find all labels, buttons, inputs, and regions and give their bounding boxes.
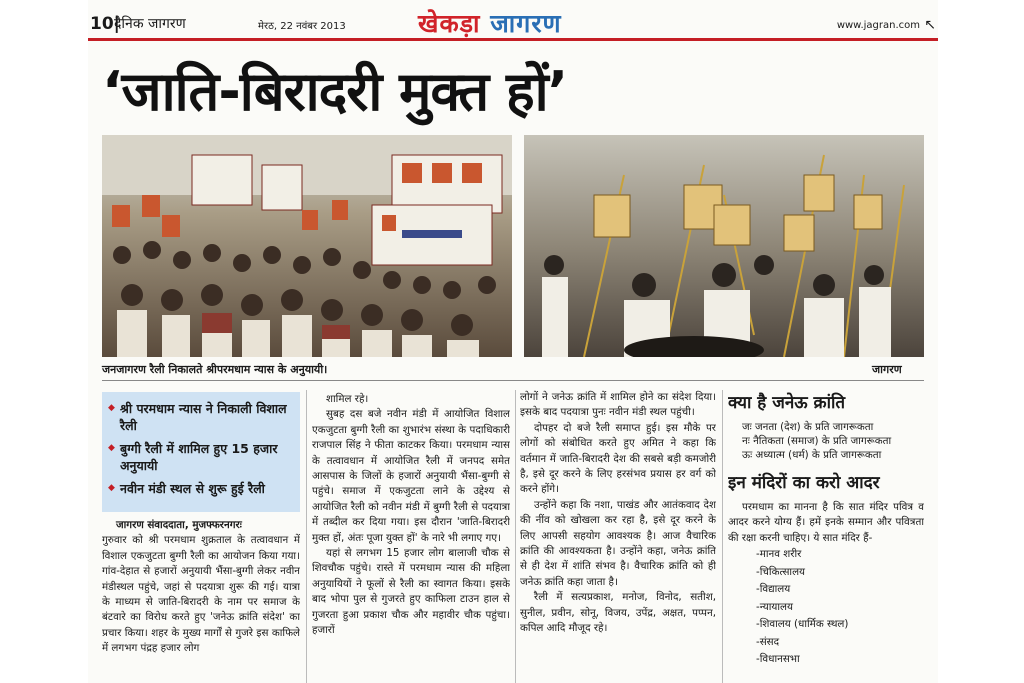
caption-rule: [102, 380, 924, 381]
temple-item: -विधानसभा: [756, 653, 800, 666]
highlights-box: [102, 392, 300, 512]
column-divider: [722, 390, 723, 683]
temple-item: -चिकित्सालय: [756, 565, 806, 578]
photo-credit: जागरण: [872, 363, 902, 376]
janeu-line: ऊः अध्यात्म (धर्म) के प्रति जागरूकता: [742, 449, 882, 461]
masthead: [418, 6, 562, 40]
masthead-red: खेकड़ा: [418, 9, 481, 38]
buggy-rally-image: [524, 135, 924, 357]
page-number: 10|: [90, 14, 120, 34]
sidebox-title: क्या है जनेऊ क्रांति: [728, 393, 846, 413]
rally-photo-right: [524, 135, 924, 357]
temple-item: -शिवालय (धार्मिक स्थल): [756, 618, 849, 631]
page-header: [88, 6, 938, 40]
cursor-icon: ↖: [924, 17, 936, 33]
temple-item: -संसद: [756, 635, 780, 648]
sidebox: [728, 392, 924, 683]
article-column-3: [520, 390, 716, 683]
janeu-line: नः नैतिकता (समाज) के प्रति जागरूकता: [742, 435, 892, 447]
rally-photo-left: [102, 135, 512, 357]
temple-item: -विद्यालय: [756, 583, 791, 596]
article-paragraph: सुबह दस बजे नवीन मंडी में आयोजित विशाल एकजुटता बुग्गी रैली का शुभारंभ संस्था के पदाधिकारी राजपाल सिंह ने फीता काटकर किया। परमधाम न्यास के तत्वावधान में आयोजित रैली में जनपद समेत आसपास के जिलों के हजारों अनुयायी भैंसा-बुग्गी से पहुंचे। समाज में एकजुटता लाने के उद्देश्य से आयोजित रैली को नवीन मंडी में बुग्गी रैली से पदयात्रा में तब्दील कर दिया गया। इस दौरान 'जाति-बिरादरी मुक्त हों, अंतः पूजा युक्त हों' के नारे भी लगाए गए।: [312, 408, 510, 544]
headline: ‘जाति-बिरादरी मुक्त हों’: [102, 60, 568, 123]
site-url[interactable]: www.jagran.com: [836, 20, 920, 31]
masthead-blue: जागरण: [490, 9, 562, 38]
right-margin: [938, 0, 1024, 683]
article-paragraph: गुरुवार को श्री परमधाम शुक्रताल के तत्वावधान में विशाल एकजुटता बुग्गी रैली का आयोजन किया गया। गांव-देहात से हजारों अनुयायी भैंसा-बुग्गी लेकर नवीन मंडीस्थल पहुंचे, जहां से पदयात्रा शुरू की गई। यात्रा के माध्यम से जाति-बिरादरी के नाम पर समाज के बंटवारे का विरोध करते हुए 'जनेऊ क्रांति संदेश' का प्रचार किया। शहर के मुख्य मार्गों से गुजरे इस काफिले में लगभग पंद्रह हजार लोग: [102, 534, 300, 655]
column-divider: [515, 390, 516, 683]
highlight-item: ◆ नवीन मंडी स्थल से शुरू हुई रैली: [108, 480, 294, 497]
dateline: मेरठ, 22 नवंबर 2013: [258, 21, 346, 32]
photo-caption: जनजागरण रैली निकालते श्रीपरमधाम न्यास के अनुयायी।: [102, 363, 328, 376]
temple-item: -मानव शरीर: [756, 548, 802, 561]
temple-item: -न्यायालय: [756, 600, 793, 613]
temples-title: इन मंदिरों का करो आदर: [728, 473, 880, 493]
header-rule: [88, 38, 938, 41]
temples-intro: परमधाम का मानना है कि सात मंदिर पवित्र व आदर करने योग्य हैं। हमें इनके सम्मान और पवित्रता की रक्षा करनी चाहिए। ये सात मंदिर हैं-: [728, 501, 924, 544]
highlight-item: ◆ श्री परमधाम न्यास ने निकाली विशाल रैली: [108, 400, 294, 434]
article-column-2: [312, 392, 510, 683]
janeu-line: जः जनता (देश) के प्रति जागरूकता: [742, 421, 874, 433]
highlight-item: ◆ बुग्गी रैली में शामिल हुए 15 हजार अनुयायी: [108, 440, 294, 474]
left-margin: [0, 0, 88, 683]
article-column-1: [102, 518, 300, 683]
byline: जागरण संवाददाता, मुजफ्फरनगरः: [116, 519, 242, 531]
article-paragraph: रैली में सत्यप्रकाश, मनोज, विनोद, सतीश, सुनील, प्रवीन, सोनू, विजय, उपेंद्र, अक्षत, पप्पन, कपिल आदि मौजूद रहे।: [520, 591, 716, 635]
article-paragraph: यहां से लगभग 15 हजार लोग बालाजी चौक से शिवचौक पहुंचे। रास्ते में परमधाम न्यास की महिला अनुयायियों ने फूलों से रैली का स्वागत किया। इसके बाद भोपा पुल से गुजरते हुए काफिला टाउन हाल से गुजरता हुआ प्रकाश चौक और महावीर चौक पहुंचा। हजारों: [312, 547, 510, 637]
rally-crowd-image: [102, 135, 512, 357]
article-paragraph: शामिल रहे।: [326, 393, 369, 405]
article-paragraph: उन्होंने कहा कि नशा, पाखंड और आतंकवाद देश की नींव को खोखला कर रहा है, इसे दूर करने के लिए आपसी सहयोग आवश्यक है। आज वैचारिक क्रांति की आवश्यकता है। उन्होंने कहा, जनेऊ क्रांति से ही देश में शांति संभव है। वैचारिक क्रांति को ही जनेऊ क्रांति कहा जाता है।: [520, 498, 716, 588]
article-paragraph: दोपहर दो बजे रैली समाप्त हुई। इस मौके पर लोगों को संबोधित करते हुए अमित ने कहा कि वर्तमान में जाति-बिरादरी देश की सबसे बड़ी कमजोरी है, इसे दूर करने के लिए हरसंभव प्रयास हर वर्ग को करने होंगे।: [520, 421, 716, 496]
article-paragraph: लोगों ने जनेऊ क्रांति में शामिल होने का संदेश दिया। इसके बाद पदयात्रा पुनः नवीन मंडी स्थल पहुंची।: [520, 391, 716, 419]
paper-name: दैनिक जागरण: [114, 16, 186, 32]
column-divider: [306, 390, 307, 683]
